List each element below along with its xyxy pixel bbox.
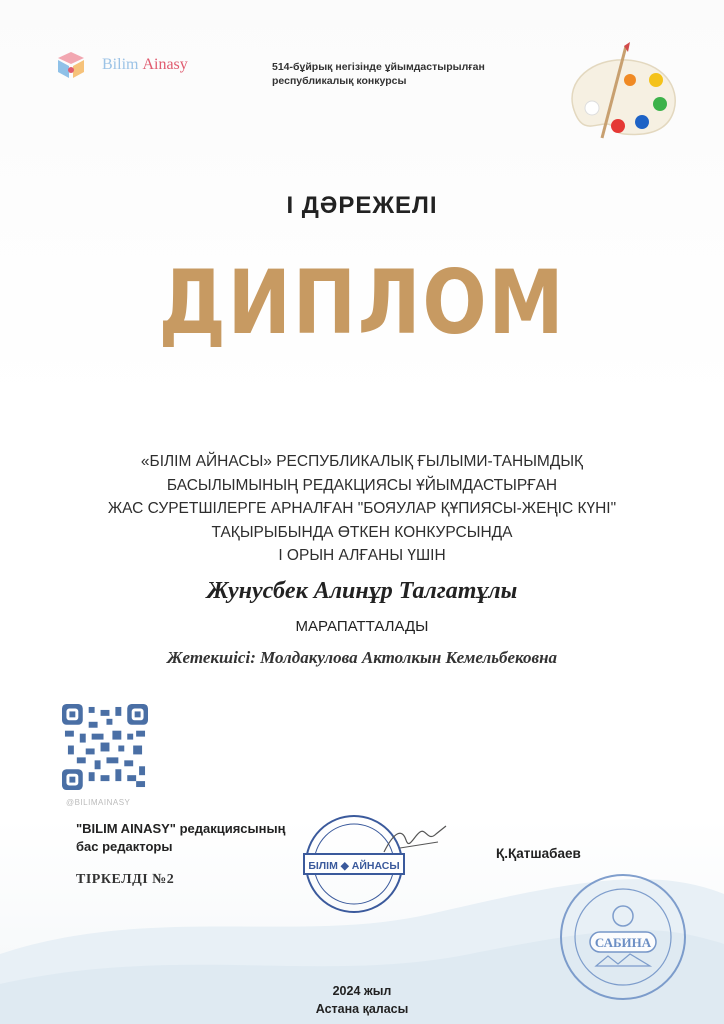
qr-caption: @BILIMAINASY <box>66 798 131 807</box>
reason-line-5: I ОРЫН АЛҒАНЫ ҮШІН <box>278 547 446 564</box>
editor-line1: "BILIM AINASY" редакциясының <box>76 821 286 836</box>
contest-note-line1: 514-бұйрық негізінде ұйымдастырылған <box>272 61 485 73</box>
diploma-title: ДИПЛОМ <box>158 251 566 354</box>
degree-heading: I ДӘРЕЖЕЛІ <box>286 192 438 219</box>
bilim-ainasy-logo <box>54 48 188 82</box>
awarded-text: МАРАПАТТАЛАДЫ <box>295 618 429 635</box>
editor-line2: бас редакторы <box>76 839 173 854</box>
paint-palette-icon <box>564 40 682 146</box>
footer-year: 2024 жыл <box>332 984 392 998</box>
award-reason <box>60 450 664 568</box>
stamp-right-label: САБИНА <box>594 935 652 950</box>
reason-line-4: ТАҚЫРЫБЫНДА ӨТКЕН КОНКУРСЫНДА <box>211 523 513 541</box>
reason-line-3: ЖАС СУРЕТШІЛЕРГЕ АРНАЛҒАН "БОЯУЛАР ҚҰПИЯСЫ-ЖЕҢІС КҮНІ" <box>107 500 617 517</box>
contest-note <box>272 60 522 88</box>
winner-name: Жунусбек Алинұр Талгатұлы <box>206 578 518 604</box>
signer-name: Қ.Қатшабаев <box>496 846 581 861</box>
editor-title <box>76 820 285 856</box>
logo-mark-icon <box>54 48 88 82</box>
mentor-name: Жетекшісі: Молдакулова Актолкын Кемельбековна <box>166 648 558 667</box>
footer-city: Астана қаласы <box>315 1002 409 1016</box>
contest-note-line2: республикалық конкурсы <box>272 75 407 87</box>
footer <box>0 982 724 1018</box>
reason-line-1: «БІЛІМ АЙНАСЫ» РЕСПУБЛИКАЛЫҚ ҒЫЛЫМИ-ТАНЫМДЫҚ <box>140 453 584 470</box>
registration-number: ТІРКЕЛДІ №2 <box>76 872 175 887</box>
logo-word-ainasy: Ainasy <box>142 56 188 73</box>
reason-line-2: БАСЫЛЫМЫНЫҢ РЕДАКЦИЯСЫ ҰЙЫМДАСТЫРҒАН <box>166 476 558 494</box>
logo-word-bilim: Bilim <box>102 56 139 73</box>
stamp-left-label: БІЛІМ ◆ АЙНАСЫ <box>308 860 400 872</box>
signature <box>380 822 450 860</box>
qr-code[interactable] <box>62 704 148 790</box>
